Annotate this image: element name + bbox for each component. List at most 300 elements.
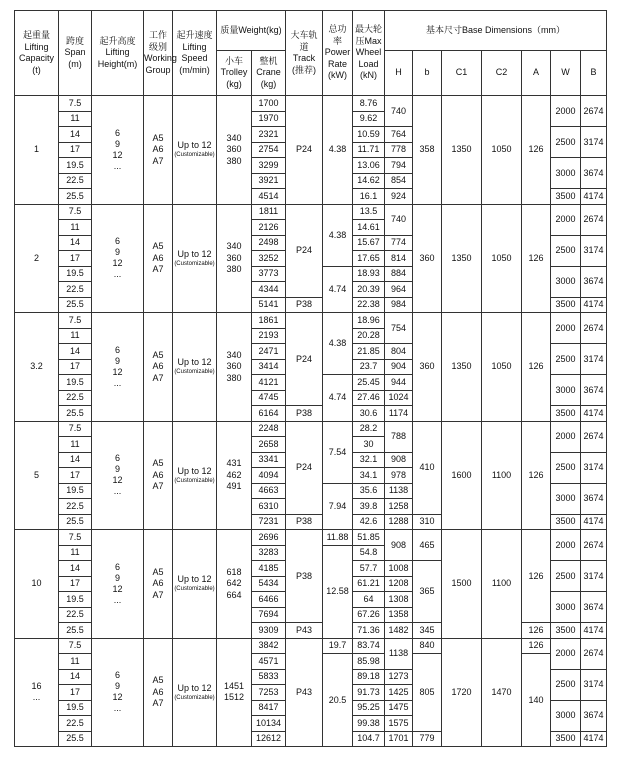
lift-height-cell — [92, 530, 144, 639]
trolley-cell-line: 360 — [226, 361, 242, 371]
header-crane-line: Crane — [256, 67, 281, 78]
lift-height-cell-line: 12 — [112, 149, 123, 160]
span-cell: 7.5 — [59, 313, 92, 329]
w-cell: 2000 — [551, 204, 581, 235]
h-cell: 924 — [385, 189, 413, 205]
span-cell: 11 — [59, 328, 92, 344]
w-cell: 3000 — [551, 158, 581, 189]
capacity-cell — [15, 638, 59, 747]
h-cell: 944 — [385, 375, 413, 391]
wheel-load-cell: 57.7 — [353, 561, 385, 577]
header-span-line: (m) — [68, 58, 82, 69]
h-cell: 1138 — [385, 483, 413, 499]
capacity-cell — [15, 530, 59, 639]
header-power-line: (kW) — [328, 70, 348, 81]
span-cell: 11 — [59, 654, 92, 670]
h-cell: 1288 — [385, 514, 413, 530]
wheel-load-cell: 20.39 — [353, 282, 385, 298]
trolley-cell-line: 340 — [226, 349, 242, 360]
lift-height-cell-line: 9 — [114, 138, 120, 149]
working-group-cell-line: A6 — [152, 361, 164, 371]
wheel-load-cell: 64 — [353, 592, 385, 608]
header-capacity — [15, 11, 59, 96]
header-mass: 质量Weight(kg) — [217, 11, 286, 51]
wheel-load-cell: 34.1 — [353, 468, 385, 484]
span-cell: 7.5 — [59, 204, 92, 220]
crane-cell: 4571 — [252, 654, 286, 670]
header-working-group-line: Working — [144, 53, 177, 63]
h-cell: 1138 — [385, 638, 413, 669]
w-cell: 2500 — [551, 235, 581, 266]
span-cell: 14 — [59, 235, 92, 251]
working-group-cell — [144, 313, 173, 422]
crane-cell: 2126 — [252, 220, 286, 236]
power-cell: 4.38 — [323, 96, 353, 205]
trolley-cell-line: 618 — [226, 566, 242, 577]
power-cell: 4.74 — [323, 266, 353, 313]
header-crane-line: (kg) — [260, 78, 277, 89]
working-group-cell-line: A5 — [152, 132, 164, 143]
span-cell: 25.5 — [59, 514, 92, 530]
power-cell: 12.58 — [323, 545, 353, 638]
a-cell: 126 — [522, 421, 551, 530]
span-cell: 17 — [59, 685, 92, 701]
span-cell: 7.5 — [59, 96, 92, 112]
track-cell: P38 — [286, 406, 323, 422]
b-dim-cell: 3174 — [581, 452, 607, 483]
lift-speed-value: Up to 12 — [177, 465, 212, 476]
lift-height-cell-line: ... — [113, 486, 122, 497]
wheel-load-cell: 23.7 — [353, 359, 385, 375]
wheel-load-cell: 28.2 — [353, 421, 385, 437]
a-cell: 140 — [522, 654, 551, 747]
w-cell: 3500 — [551, 297, 581, 313]
crane-cell: 6164 — [252, 406, 286, 422]
lift-speed-note: (Customizable) — [174, 152, 215, 159]
lift-speed-cell — [173, 204, 217, 313]
header-power-line: Power — [324, 47, 351, 58]
wheel-load-cell: 18.96 — [353, 313, 385, 329]
trolley-cell-line: 462 — [226, 469, 242, 480]
h-cell: 908 — [385, 530, 413, 561]
wheel-load-cell: 27.46 — [353, 390, 385, 406]
power-cell: 4.38 — [323, 313, 353, 375]
lift-height-cell-line: 9 — [114, 572, 120, 583]
crane-cell: 2754 — [252, 142, 286, 158]
header-track-line: 道 — [299, 41, 309, 52]
header-trolley-line: 小车 — [224, 55, 243, 66]
b-dim-cell: 3174 — [581, 669, 607, 700]
track-cell: P38 — [286, 514, 323, 530]
h-cell: 778 — [385, 142, 413, 158]
b-cell: 779 — [413, 731, 442, 747]
w-cell: 3000 — [551, 700, 581, 731]
crane-cell: 4745 — [252, 390, 286, 406]
header-a: A — [522, 51, 551, 96]
header-track-line: (推荐) — [292, 64, 317, 75]
crane-cell: 1700 — [252, 96, 286, 112]
trolley-cell — [217, 421, 252, 530]
lift-speed-value: Up to 12 — [177, 682, 212, 693]
capacity-value: 1 — [33, 144, 39, 155]
span-cell: 7.5 — [59, 530, 92, 546]
header-track-line: 大车轨 — [290, 30, 318, 40]
lift-height-cell — [92, 313, 144, 422]
span-cell: 19.5 — [59, 375, 92, 391]
table-header — [15, 11, 607, 96]
lift-height-cell-line: ... — [113, 269, 122, 280]
a-cell: 126 — [522, 530, 551, 623]
capacity-value: 10 — [31, 578, 42, 589]
lift-speed-note: (Customizable) — [174, 694, 215, 701]
track-cell: P24 — [286, 96, 323, 205]
crane-cell: 7231 — [252, 514, 286, 530]
crane-cell: 2248 — [252, 421, 286, 437]
lift-speed-cell — [173, 313, 217, 422]
wheel-load-cell: 9.62 — [353, 111, 385, 127]
b-dim-cell: 4174 — [581, 623, 607, 639]
header-lift-speed-line: Lifting — [182, 41, 207, 52]
capacity-cell — [15, 313, 59, 422]
working-group-cell-line: A6 — [152, 578, 164, 588]
lift-height-cell-line: ... — [113, 160, 122, 171]
table-row — [15, 313, 607, 329]
power-cell: 20.5 — [323, 654, 353, 747]
span-cell: 17 — [59, 468, 92, 484]
wheel-load-cell: 15.67 — [353, 235, 385, 251]
lift-height-cell — [92, 421, 144, 530]
wheel-load-cell: 30 — [353, 437, 385, 453]
b-cell: 310 — [413, 514, 442, 530]
lift-height-cell-line: ... — [113, 594, 122, 605]
crane-cell: 8417 — [252, 700, 286, 716]
crane-cell: 2321 — [252, 127, 286, 143]
span-cell: 11 — [59, 545, 92, 561]
crane-cell: 7253 — [252, 685, 286, 701]
header-capacity-line: 起重量 — [22, 30, 50, 40]
c1-cell: 1350 — [442, 96, 482, 205]
lift-height-cell-line: 6 — [114, 127, 120, 138]
wheel-load-cell: 14.61 — [353, 220, 385, 236]
power-cell: 4.74 — [323, 375, 353, 422]
crane-cell: 4514 — [252, 189, 286, 205]
header-power-line: 总功 — [328, 24, 347, 35]
header-working-group-line: 工作 — [148, 30, 167, 40]
lift-speed-value: Up to 12 — [177, 357, 212, 368]
crane-cell: 3252 — [252, 251, 286, 267]
wheel-load-cell: 11.71 — [353, 142, 385, 158]
b-dim-cell: 4174 — [581, 514, 607, 530]
h-cell: 884 — [385, 266, 413, 282]
lift-height-cell — [92, 96, 144, 205]
lift-speed-cell — [173, 530, 217, 639]
crane-cell: 10134 — [252, 716, 286, 732]
c1-cell: 1600 — [442, 421, 482, 530]
lift-speed-note: (Customizable) — [174, 260, 215, 267]
lift-speed-cell — [173, 421, 217, 530]
lift-height-cell-line: ... — [113, 703, 122, 714]
w-cell: 3500 — [551, 731, 581, 747]
wheel-load-cell: 42.6 — [353, 514, 385, 530]
w-cell: 3000 — [551, 375, 581, 406]
span-cell: 25.5 — [59, 623, 92, 639]
working-group-cell — [144, 421, 173, 530]
header-lift-height-line: Lifting — [105, 47, 130, 58]
b-dim-cell: 3674 — [581, 266, 607, 297]
trolley-cell — [217, 204, 252, 313]
b-dim-cell: 4174 — [581, 731, 607, 747]
track-cell: P43 — [286, 638, 323, 747]
crane-cell: 9309 — [252, 623, 286, 639]
wheel-load-cell: 25.45 — [353, 375, 385, 391]
h-cell: 1425 — [385, 685, 413, 701]
wheel-load-cell: 22.38 — [353, 297, 385, 313]
header-c1: C1 — [442, 51, 482, 96]
b-dim-cell: 3674 — [581, 375, 607, 406]
c2-cell: 1050 — [482, 204, 522, 313]
working-group-cell-line: A6 — [152, 469, 164, 480]
h-cell: 794 — [385, 158, 413, 174]
w-cell: 3500 — [551, 189, 581, 205]
header-lift-height-line: Height(m) — [97, 58, 138, 69]
working-group-cell-line: A7 — [152, 698, 164, 708]
header-c2: C2 — [482, 51, 522, 96]
table-row — [15, 96, 607, 112]
lift-height-cell-line: 6 — [114, 344, 120, 355]
c2-cell: 1470 — [482, 638, 522, 747]
crane-cell: 3773 — [252, 266, 286, 282]
header-b: b — [413, 51, 442, 96]
lift-height-cell-line: 6 — [114, 236, 120, 247]
wheel-load-cell: 39.8 — [353, 499, 385, 515]
b-cell: 345 — [413, 623, 442, 639]
w-cell: 2000 — [551, 530, 581, 561]
b-dim-cell: 3674 — [581, 158, 607, 189]
working-group-cell-line: A6 — [152, 252, 164, 263]
a-cell: 126 — [522, 313, 551, 422]
wheel-load-cell: 67.26 — [353, 607, 385, 623]
crane-cell: 3921 — [252, 173, 286, 189]
wheel-load-cell: 10.59 — [353, 127, 385, 143]
capacity-value: 5 — [33, 469, 39, 480]
table-row — [15, 204, 607, 220]
crane-cell: 5434 — [252, 576, 286, 592]
power-cell: 7.94 — [323, 483, 353, 530]
lift-height-cell-line: 6 — [114, 670, 120, 681]
lift-height-cell-line: 6 — [114, 453, 120, 464]
lift-speed-value: Up to 12 — [177, 574, 212, 585]
h-cell: 964 — [385, 282, 413, 298]
w-cell: 2500 — [551, 669, 581, 700]
capacity-cell — [15, 204, 59, 313]
crane-cell: 3283 — [252, 545, 286, 561]
trolley-cell-line: 360 — [226, 144, 242, 154]
h-cell: 984 — [385, 297, 413, 313]
trolley-cell-line: 491 — [226, 481, 242, 491]
w-cell: 3000 — [551, 592, 581, 623]
b-dim-cell: 3174 — [581, 235, 607, 266]
crane-cell: 12612 — [252, 731, 286, 747]
track-cell: P24 — [286, 313, 323, 406]
crane-cell: 2193 — [252, 328, 286, 344]
lift-height-cell — [92, 638, 144, 747]
lift-speed-value: Up to 12 — [177, 248, 212, 259]
capacity-more: ... — [32, 692, 41, 703]
header-lift-speed-line: (m/min) — [179, 64, 210, 75]
working-group-cell-line: A5 — [152, 675, 164, 685]
working-group-cell — [144, 204, 173, 313]
span-cell: 14 — [59, 452, 92, 468]
lift-speed-value: Up to 12 — [177, 140, 212, 151]
working-group-cell-line: A6 — [152, 686, 164, 697]
b-dim-cell: 3674 — [581, 592, 607, 623]
power-cell: 4.38 — [323, 204, 353, 266]
h-cell: 764 — [385, 127, 413, 143]
header-lift-speed-line: 起升速度 — [176, 30, 213, 40]
crane-cell: 1970 — [252, 111, 286, 127]
b-cell: 360 — [413, 204, 442, 313]
span-cell: 22.5 — [59, 390, 92, 406]
wheel-load-cell: 91.73 — [353, 685, 385, 701]
track-cell: P24 — [286, 421, 323, 514]
trolley-cell-line: 642 — [226, 578, 242, 588]
power-cell: 7.54 — [323, 421, 353, 483]
wheel-load-cell: 85.98 — [353, 654, 385, 670]
b-dim-cell: 3174 — [581, 561, 607, 592]
power-cell: 11.88 — [323, 530, 353, 546]
span-cell: 19.5 — [59, 483, 92, 499]
span-cell: 17 — [59, 251, 92, 267]
h-cell: 814 — [385, 251, 413, 267]
working-group-cell-line: A7 — [152, 155, 164, 166]
header-span — [59, 11, 92, 96]
header-power-line: 率 — [333, 35, 343, 46]
b-dim-cell: 3174 — [581, 127, 607, 158]
lift-height-cell — [92, 204, 144, 313]
w-cell: 2000 — [551, 638, 581, 669]
working-group-cell — [144, 530, 173, 639]
wheel-load-cell: 104.7 — [353, 731, 385, 747]
table-row — [15, 421, 607, 437]
wheel-load-cell: 35.6 — [353, 483, 385, 499]
lift-speed-cell — [173, 96, 217, 205]
span-cell: 22.5 — [59, 282, 92, 298]
wheel-load-cell: 13.06 — [353, 158, 385, 174]
header-trolley-line: (kg) — [226, 78, 242, 89]
h-cell: 788 — [385, 421, 413, 452]
c2-cell: 1100 — [482, 530, 522, 639]
span-cell: 14 — [59, 561, 92, 577]
header-capacity-line: (t) — [32, 64, 41, 75]
header-wheel-load-line: Wheel — [355, 47, 382, 58]
span-cell: 14 — [59, 344, 92, 360]
b-cell: 465 — [413, 530, 442, 561]
trolley-cell-line: 340 — [226, 132, 242, 143]
h-cell: 1174 — [385, 406, 413, 422]
working-group-cell-line: A7 — [152, 589, 164, 600]
lift-speed-note: (Customizable) — [174, 369, 215, 376]
wheel-load-cell: 20.28 — [353, 328, 385, 344]
a-cell: 126 — [522, 204, 551, 313]
wheel-load-cell: 95.25 — [353, 700, 385, 716]
crane-cell: 6466 — [252, 592, 286, 608]
w-cell: 3000 — [551, 266, 581, 297]
lift-height-cell-line: 9 — [114, 681, 120, 692]
trolley-cell-line: 664 — [226, 589, 242, 600]
crane-cell: 4663 — [252, 483, 286, 499]
header-power — [323, 11, 353, 96]
header-wheel-load-line: 最大轮 — [355, 24, 383, 35]
header-trolley — [217, 51, 252, 96]
b-dim-cell: 4174 — [581, 189, 607, 205]
b-dim-cell: 3674 — [581, 483, 607, 514]
span-cell: 7.5 — [59, 421, 92, 437]
track-cell: P43 — [286, 623, 323, 639]
a-cell: 126 — [522, 96, 551, 205]
wheel-load-cell: 21.85 — [353, 344, 385, 360]
track-cell: P24 — [286, 204, 323, 297]
b-dim-cell: 2674 — [581, 204, 607, 235]
c1-cell: 1720 — [442, 638, 482, 747]
h-cell: 804 — [385, 344, 413, 360]
span-cell: 14 — [59, 669, 92, 685]
h-cell: 1575 — [385, 716, 413, 732]
h-cell: 1482 — [385, 623, 413, 639]
trolley-cell — [217, 313, 252, 422]
c2-cell: 1050 — [482, 96, 522, 205]
b-cell: 410 — [413, 421, 442, 514]
span-cell: 22.5 — [59, 173, 92, 189]
span-cell: 22.5 — [59, 499, 92, 515]
working-group-cell-line: A7 — [152, 264, 164, 274]
lift-height-cell-line: 12 — [112, 366, 123, 377]
header-wheel-load-line: 压Max — [355, 35, 382, 46]
header-capacity-line: Lifting — [24, 41, 49, 52]
trolley-cell — [217, 96, 252, 205]
trolley-cell-line: 380 — [226, 264, 242, 274]
wheel-load-cell: 16.1 — [353, 189, 385, 205]
trolley-cell-line: 340 — [226, 241, 242, 251]
h-cell: 740 — [385, 204, 413, 235]
lift-height-cell-line: 12 — [112, 692, 123, 703]
crane-cell: 2658 — [252, 437, 286, 453]
header-wheel-load-line: (kN) — [360, 70, 378, 81]
trolley-cell-line: 431 — [226, 458, 242, 468]
h-cell: 908 — [385, 452, 413, 468]
span-cell: 7.5 — [59, 638, 92, 654]
h-cell: 1475 — [385, 700, 413, 716]
header-base-dims: 基本尺寸Base Dimensions（mm） — [385, 11, 607, 51]
crane-cell: 2696 — [252, 530, 286, 546]
span-cell: 25.5 — [59, 297, 92, 313]
b-dim-cell: 3174 — [581, 344, 607, 375]
header-b: B — [581, 51, 607, 96]
span-cell: 11 — [59, 111, 92, 127]
span-cell: 19.5 — [59, 266, 92, 282]
wheel-load-cell: 13.5 — [353, 204, 385, 220]
table-row — [15, 530, 607, 546]
header-working-group — [144, 11, 177, 96]
crane-cell: 3299 — [252, 158, 286, 174]
b-dim-cell: 3674 — [581, 700, 607, 731]
span-cell: 19.5 — [59, 592, 92, 608]
header-span-line: Span — [64, 47, 86, 58]
span-cell: 25.5 — [59, 189, 92, 205]
w-cell: 3500 — [551, 623, 581, 639]
header-wheel-load — [353, 11, 385, 96]
b-dim-cell: 4174 — [581, 297, 607, 313]
h-cell: 1308 — [385, 592, 413, 608]
